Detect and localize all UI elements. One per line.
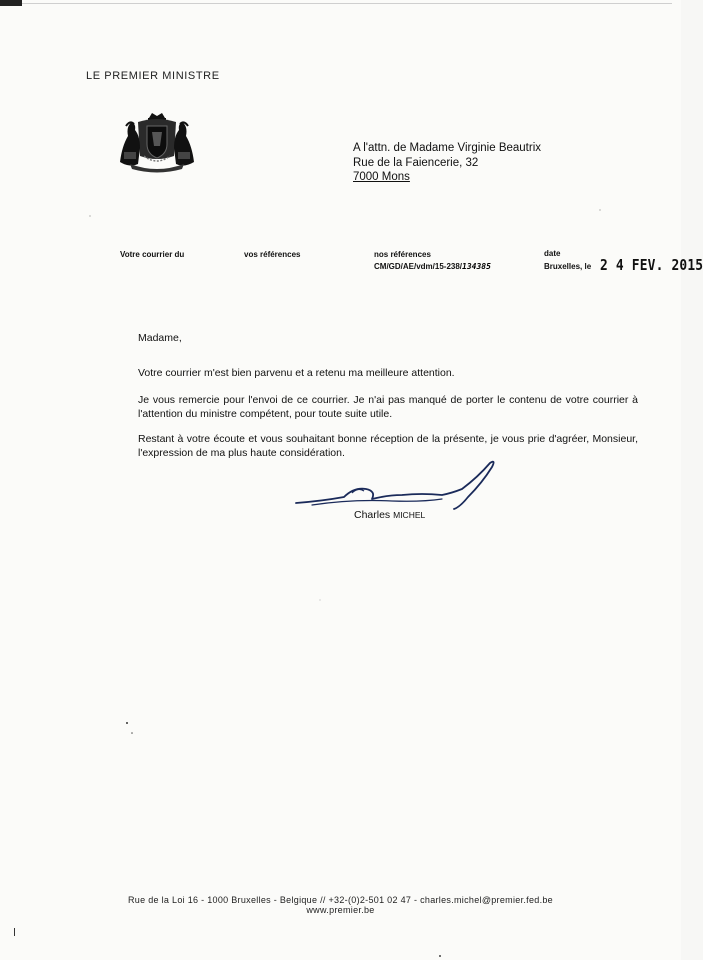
- our-references-label: nos références: [374, 250, 431, 259]
- recipient-name: A l'attn. de Madame Virginie Beautrix: [353, 142, 542, 154]
- salutation: Madame,: [138, 332, 182, 344]
- date-stamp: 2 4 FEV. 2015: [600, 256, 703, 274]
- your-references-label: vos références: [244, 250, 301, 259]
- handwritten-signature: [292, 457, 502, 517]
- signatory-last-name: MICHEL: [393, 510, 426, 520]
- recipient-city: 7000 Mons: [353, 171, 410, 183]
- coat-of-arms-icon: [116, 112, 198, 176]
- recipient-street: Rue de la Faiencerie, 32: [353, 156, 479, 169]
- scan-edge-line: [22, 3, 672, 4]
- letter-footer: [0, 895, 681, 915]
- our-references-value: [374, 262, 491, 271]
- scan-corner-mark: [0, 0, 22, 6]
- office-title: LE PREMIER MINISTRE: [86, 70, 220, 82]
- paragraph-2: Je vous remercie pour l'envoi de ce courrier. Je n'ai pas manqué de porter le contenu de votre courrier à l'attention du ministre compétent, pour toute suite utile.: [138, 394, 638, 420]
- recipient-address: [353, 141, 541, 185]
- date-city: Bruxelles, le: [544, 262, 592, 271]
- footer-website: www.premier.be: [306, 905, 375, 915]
- margin-mark: [14, 928, 15, 936]
- our-references-code: CM/GD/AE/vdm/15-238/: [374, 262, 463, 271]
- paragraph-1: Votre courrier m'est bien parvenu et a retenu ma meilleure attention.: [138, 367, 455, 379]
- your-letter-label: Votre courrier du: [120, 250, 185, 259]
- paragraph-3: Restant à votre écoute et vous souhaitant bonne réception de la présente, je vous prie d'agréer, Monsieur, l'expression de ma plus haute considération.: [138, 433, 638, 459]
- date-label: date: [544, 249, 561, 258]
- footer-address: Rue de la Loi 16 - 1000 Bruxelles - Belgique // +32-(0)2-501 02 47 - charles.michel@premier.fed.be: [127, 895, 553, 905]
- signatory-first-name: Charles: [354, 509, 391, 521]
- signatory-name: [354, 509, 425, 521]
- our-references-handwritten: 134385: [462, 262, 491, 271]
